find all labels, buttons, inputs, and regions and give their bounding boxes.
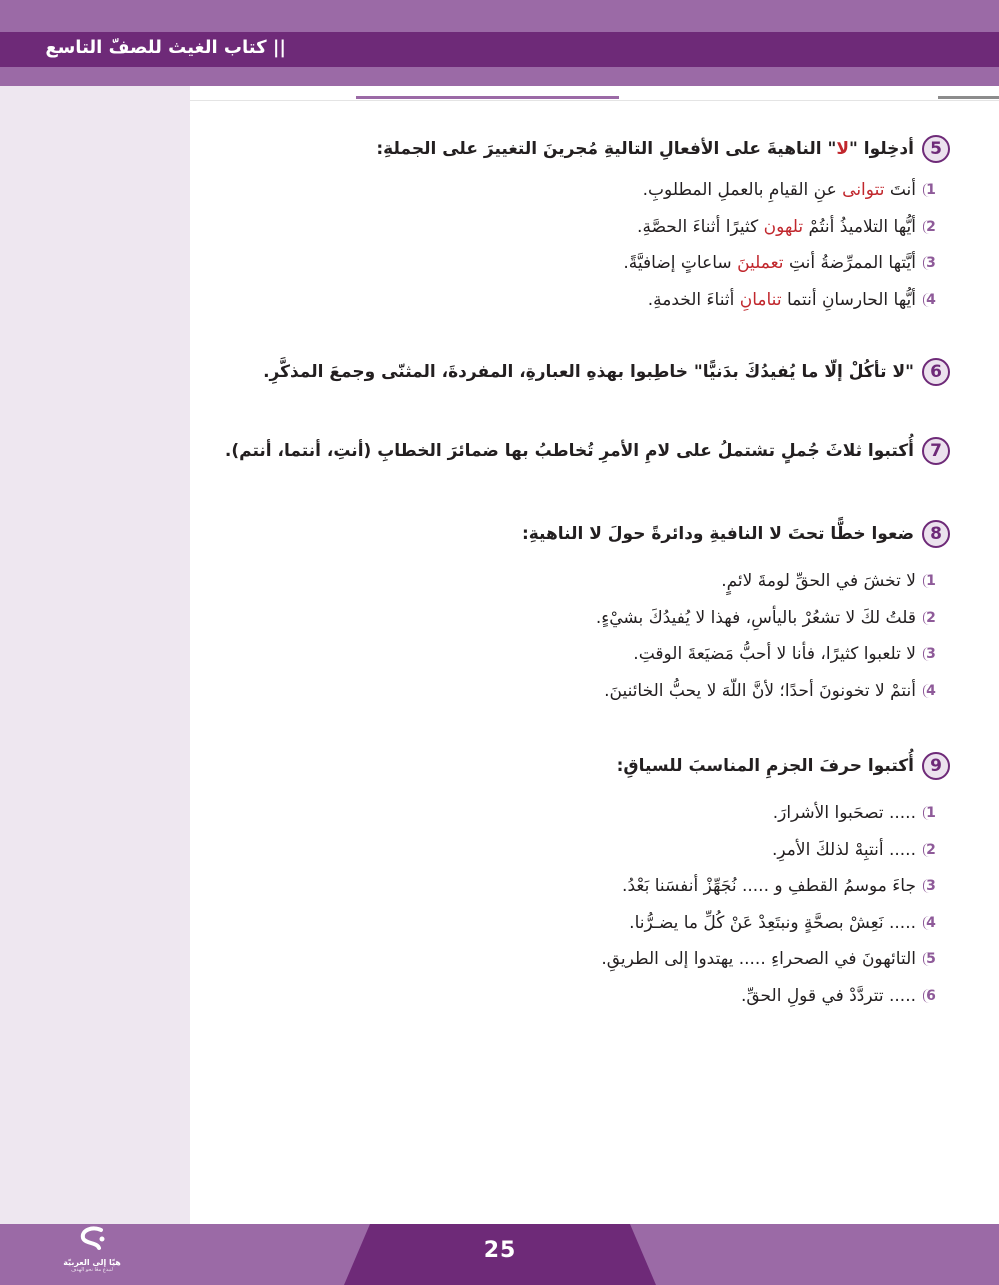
list-item	[210, 209, 940, 246]
question-title: أدخِلوا "لا" الناهيةَ على الأفعالِ التاليةِ مُجرينَ التغييرَ على الجملةِ:	[376, 139, 914, 159]
list-item	[210, 941, 940, 978]
list-item	[210, 245, 940, 282]
footer	[0, 1224, 999, 1285]
item-number: 1	[924, 172, 938, 209]
question-9	[210, 745, 940, 1014]
item-number: 3	[924, 636, 938, 673]
side-column	[0, 86, 190, 1224]
list-item	[210, 832, 940, 869]
item-text: ..... تتردَّدْ في قولِ الحقِّ.	[740, 985, 916, 1006]
publisher-logo	[52, 1226, 132, 1282]
book-title: || كتاب الغيث للصفّ التاسع	[45, 37, 286, 58]
question-7	[210, 430, 940, 472]
question-6	[210, 351, 940, 393]
list-item	[210, 905, 940, 942]
item-text: أيُّها الحارسانِ أنتما تنامانِ أثناءَ الخدمةِ.	[647, 289, 916, 310]
list-item	[210, 600, 940, 637]
header-under-band	[0, 67, 999, 86]
item-text: لا تخشَ في الحقِّ لومةَ لائمٍ.	[721, 571, 916, 591]
page-content	[210, 128, 940, 1014]
list-item	[210, 636, 940, 673]
item-text: ..... أنتبِهْ لذلكَ الأمرِ.	[772, 839, 916, 860]
item-text: قلتُ لكَ لا تشعُرْ باليأسِ، فهذا لا يُفيدُكَ بشيْءٍ.	[595, 607, 916, 628]
item-number: 3	[924, 245, 938, 282]
item-text: لا تلعبوا كثيرًا، فأنا لا أحبُّ مَضيَعةَ الوقتِ.	[633, 644, 916, 664]
item-text: جاءَ موسمُ القطفِ و ..... نُجَهِّزْ أنفسَنا بَعْدُ.	[622, 876, 916, 896]
item-text: أيَّتها الممرِّضةُ أنتِ تعملينَ ساعاتٍ إضافيَّةً.	[623, 253, 916, 273]
question-title: "لا تأكُلْ إلّا ما يُفيدُكَ بدَنيًّا" خاطِبوا بهذهِ العبارةِ، المفردةَ، المثنّى وجمعَ المذكَّرِ.	[263, 362, 914, 382]
item-number: 6	[924, 978, 938, 1015]
item-number: 2	[924, 600, 938, 637]
item-number: 4	[924, 905, 938, 942]
question-5	[210, 128, 940, 318]
accent-rule-gray	[938, 96, 999, 99]
item-text: أيُّها التلاميذُ أنتُمْ تلهون كثيرًا أثناءَ الحصَّةِ.	[637, 216, 916, 237]
item-text: أنتمْ لا تخونونَ أحدًا؛ لأنَّ اللّهَ لا يحبُّ الخائنينَ.	[604, 680, 916, 701]
logo-text: هيّا إلى العربيّة	[63, 1258, 121, 1267]
item-text: أنتَ تتوانى عنِ القيامِ بالعملِ المطلوبِ.	[642, 180, 916, 200]
item-number: 3	[924, 868, 938, 905]
list-item	[210, 172, 940, 209]
list-item	[210, 978, 940, 1015]
list-item	[210, 563, 940, 600]
item-text: التائهونَ في الصحراءِ ..... يهتدوا إلى الطريقِ.	[601, 949, 916, 969]
list-item	[210, 795, 940, 832]
header-band	[0, 32, 999, 67]
page-number: 25	[483, 1238, 517, 1263]
list-item	[210, 282, 940, 319]
question-number: 5	[922, 135, 950, 163]
item-number: 2	[924, 209, 938, 246]
logo-icon	[77, 1226, 107, 1252]
top-strip	[0, 0, 999, 32]
item-text: ..... تصحَبوا الأشرارَ.	[772, 803, 916, 823]
list-item	[210, 868, 940, 905]
question-number: 6	[922, 358, 950, 386]
item-text: ..... نَعِشْ بصحَّةٍ ونبتَعِدْ عَنْ كُلِّ ما يضـرُّنا.	[629, 912, 916, 933]
question-title: أُكتبوا ثلاثَ جُملٍ تشتملُ على لامِ الأمرِ تُخاطبُ بها ضمائرَ الخطابِ (أنتِ، أنتما، أنتم).	[224, 441, 914, 461]
item-number: 1	[924, 795, 938, 832]
accent-rule-purple	[356, 96, 619, 99]
question-8	[210, 513, 940, 709]
question-number: 7	[922, 437, 950, 465]
item-number: 4	[924, 673, 938, 710]
question-title: أُكتبوا حرفَ الجزمِ المناسبَ للسياقِ:	[616, 756, 914, 776]
item-number: 1	[924, 563, 938, 600]
item-number: 4	[924, 282, 938, 319]
list-item	[210, 673, 940, 710]
item-number: 2	[924, 832, 938, 869]
logo-subtext: لنبدع معًا نحو الهدف	[71, 1267, 113, 1273]
question-number: 8	[922, 520, 950, 548]
top-rule	[190, 100, 999, 101]
item-number: 5	[924, 941, 938, 978]
question-number: 9	[922, 752, 950, 780]
question-title: ضعوا خطًّا تحتَ لا النافيةِ ودائرةً حولَ لا الناهيةِ:	[521, 524, 914, 544]
